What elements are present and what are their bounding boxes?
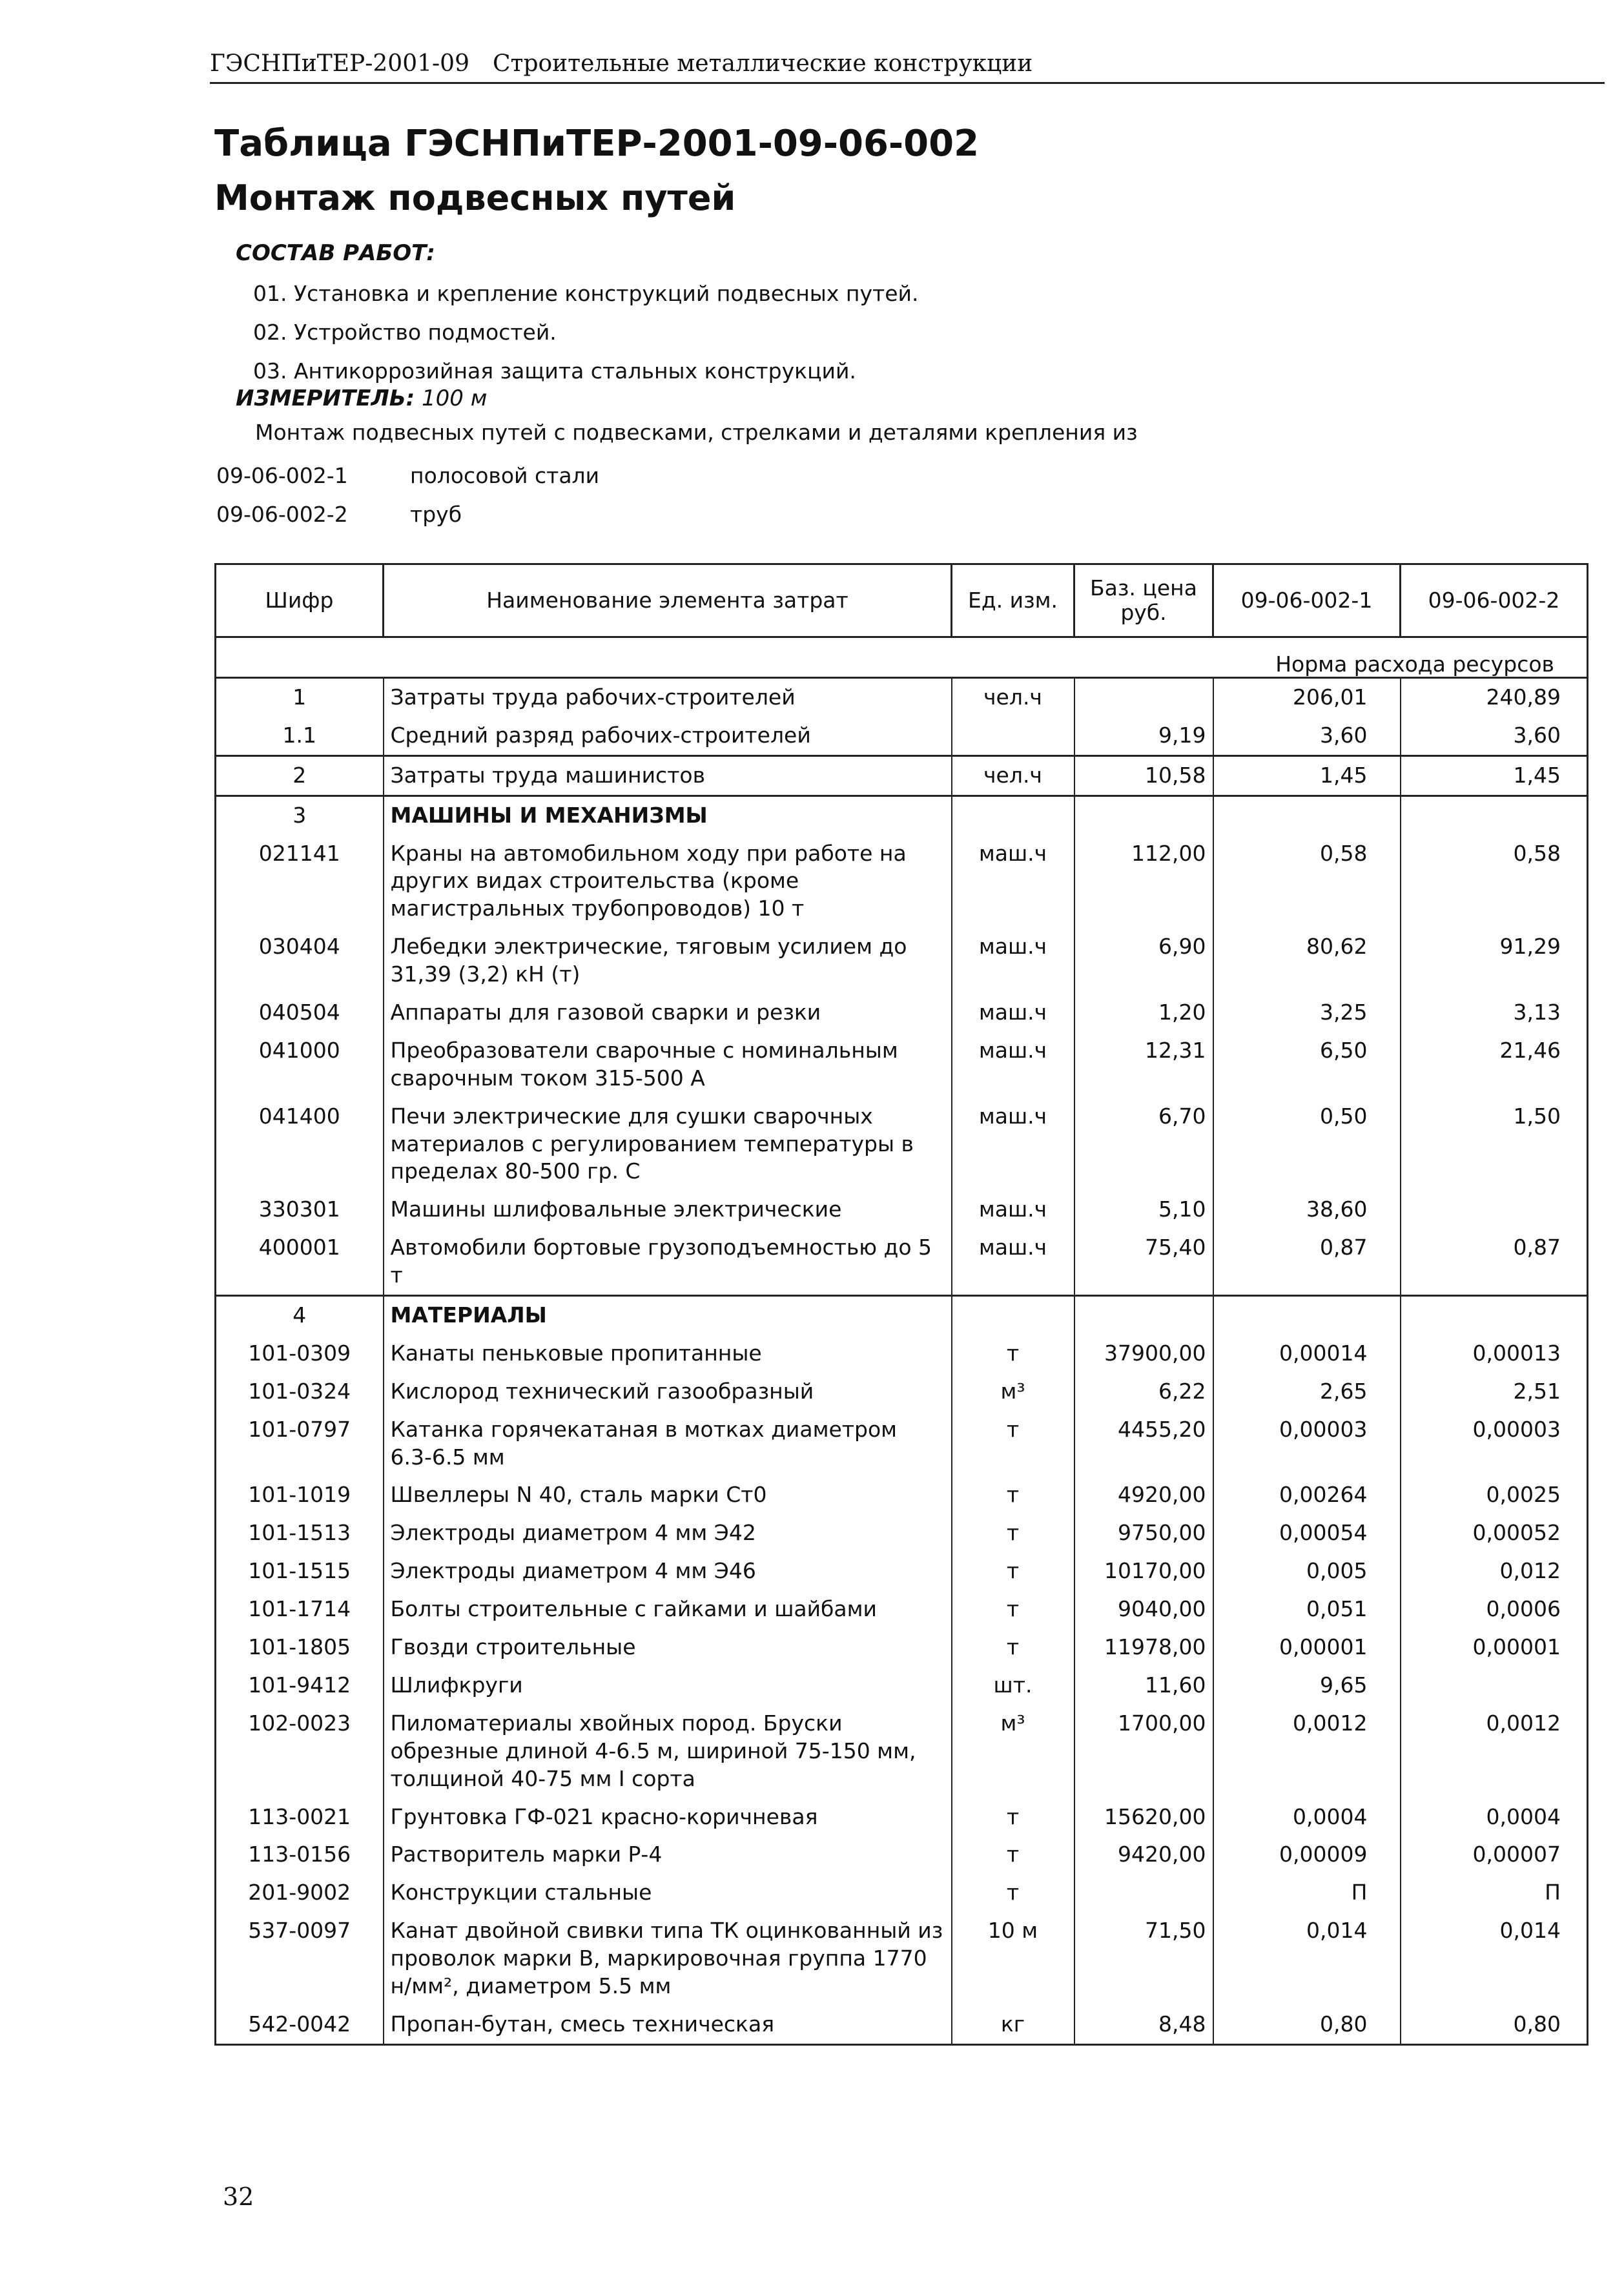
row-name: МАТЕРИАЛЫ [384,1296,952,1335]
row-value-2: 0,00001 [1401,1628,1588,1667]
row-unit: т [952,1514,1074,1552]
row-price: 5,10 [1074,1191,1213,1229]
row-value-1: 0,00014 [1213,1335,1401,1373]
row-name: Конструкции стальные [384,1874,952,1912]
row-code: 030404 [216,928,384,994]
table-row [216,1098,1588,1191]
row-unit: т [952,1836,1074,1874]
row-value-1: 6,50 [1213,1032,1401,1098]
row-value-1 [1213,1296,1401,1335]
row-code: 101-9412 [216,1667,384,1705]
row-price: 112,00 [1074,835,1213,929]
row-code: 101-1513 [216,1514,384,1552]
row-name: Печи электрические для сушки сварочных материалов с регулированием температуры в пределах 80-500 гр. С [384,1098,952,1191]
row-value-1: 2,65 [1213,1373,1401,1411]
header-cipher: Шифр [216,564,384,637]
row-price: 9,19 [1074,717,1213,755]
row-unit: м³ [952,1705,1074,1798]
row-value-2: П [1401,1874,1588,1912]
row-name: Кислород технический газообразный [384,1373,952,1411]
table-body [216,678,1588,2045]
row-price: 4920,00 [1074,1476,1213,1514]
row-value-1: 0,00003 [1213,1411,1401,1477]
row-name: Болты строительные с гайками и шайбами [384,1590,952,1628]
row-price: 11978,00 [1074,1628,1213,1667]
row-unit: т [952,1628,1074,1667]
header-name: Наименование элемента затрат [384,564,952,637]
norm-header-row [216,637,1588,678]
row-value-1: 9,65 [1213,1667,1401,1705]
table-row [216,1476,1588,1514]
row-name: Аппараты для газовой сварки и резки [384,994,952,1032]
row-unit: маш.ч [952,1032,1074,1098]
row-code: 021141 [216,835,384,929]
row-name: Катанка горячекатаная в мотках диаметром 6.3-6.5 мм [384,1411,952,1477]
row-name: Машины шлифовальные электрические [384,1191,952,1229]
table-row [216,1411,1588,1477]
row-unit: чел.ч [952,755,1074,796]
header-price [1074,564,1213,637]
row-value-1: 38,60 [1213,1191,1401,1229]
row-value-1: 0,50 [1213,1098,1401,1191]
row-unit: маш.ч [952,1191,1074,1229]
row-name: Электроды диаметром 4 мм Э46 [384,1552,952,1590]
row-value-2: 0,00003 [1401,1411,1588,1477]
table-row [216,994,1588,1032]
row-code: 1 [216,678,384,717]
header-price-line1: Баз. цена [1090,575,1197,601]
table-row [216,717,1588,755]
row-value-1: 0,0012 [1213,1705,1401,1798]
row-price: 6,90 [1074,928,1213,994]
row-value-2: 0,00052 [1401,1514,1588,1552]
row-unit: т [952,1335,1074,1373]
row-unit: т [952,1590,1074,1628]
row-code: 537-0097 [216,1912,384,2006]
row-code: 101-1515 [216,1552,384,1590]
row-code: 101-1805 [216,1628,384,1667]
table-row [216,1912,1588,2006]
row-name: Автомобили бортовые грузоподъемностью до 5 т [384,1229,952,1295]
row-unit: т [952,1411,1074,1477]
row-value-2: 3,60 [1401,717,1588,755]
row-unit: маш.ч [952,928,1074,994]
work-list [253,274,918,391]
row-price: 10,58 [1074,755,1213,796]
row-value-1: 0,00009 [1213,1836,1401,1874]
row-price: 11,60 [1074,1667,1213,1705]
row-name: Краны на автомобильном ходу при работе на других видах строительства (кроме магистральных трубопроводов) 10 т [384,835,952,929]
measure [236,385,487,411]
row-value-2: 0,014 [1401,1912,1588,2006]
variant-item [216,457,599,495]
variant-code: 09-06-002-1 [216,463,348,488]
variant-text: полосовой стали [410,463,600,488]
row-value-1: 0,80 [1213,2006,1401,2044]
table-row [216,835,1588,929]
row-value-1: 0,014 [1213,1912,1401,2006]
row-name: Пропан-бутан, смесь техническая [384,2006,952,2044]
row-name: Гвозди строительные [384,1628,952,1667]
row-price [1074,1296,1213,1335]
header-col1: 09-06-002-1 [1213,564,1401,637]
mount-description: Монтаж подвесных путей с подвесками, стрелками и деталями крепления из [255,420,1138,445]
row-price: 1700,00 [1074,1705,1213,1798]
row-code: 102-0023 [216,1705,384,1798]
row-unit: маш.ч [952,1229,1074,1295]
row-code: 330301 [216,1191,384,1229]
table-row [216,1836,1588,1874]
row-name: Лебедки электрические, тяговым усилием до 31,39 (3,2) кН (т) [384,928,952,994]
table-row [216,678,1588,717]
work-item: 01. Установка и крепление конструкций подвесных путей. [253,281,919,306]
row-value-2: 0,0004 [1401,1798,1588,1836]
variant-code: 09-06-002-2 [216,502,348,527]
variant-item [216,495,599,534]
row-name: Грунтовка ГФ-021 красно-коричневая [384,1798,952,1836]
row-unit [952,717,1074,755]
row-value-2: 0,80 [1401,2006,1588,2044]
row-value-1 [1213,796,1401,834]
table-row [216,1296,1588,1335]
row-value-1: 206,01 [1213,678,1401,717]
row-name: Электроды диаметром 4 мм Э42 [384,1514,952,1552]
row-name: Затраты труда рабочих-строителей [384,678,952,717]
row-value-2: 1,50 [1401,1098,1588,1191]
row-price: 6,70 [1074,1098,1213,1191]
variants-list [216,457,599,534]
row-code: 101-0797 [216,1411,384,1477]
row-code: 101-1019 [216,1476,384,1514]
row-price: 4455,20 [1074,1411,1213,1477]
resources-table [214,563,1588,2046]
row-name: Шлифкруги [384,1667,952,1705]
row-value-2 [1401,796,1588,834]
row-value-2: 240,89 [1401,678,1588,717]
row-price: 75,40 [1074,1229,1213,1295]
row-unit [952,796,1074,834]
row-value-1: 0,005 [1213,1552,1401,1590]
table-row [216,1705,1588,1798]
row-value-2: 2,51 [1401,1373,1588,1411]
row-unit: чел.ч [952,678,1074,717]
row-unit: маш.ч [952,994,1074,1032]
row-value-1: 0,58 [1213,835,1401,929]
row-code: 041400 [216,1098,384,1191]
row-value-2 [1401,1191,1588,1229]
work-item: 02. Устройство подмостей. [253,320,557,345]
table-row [216,1032,1588,1098]
row-value-2: 0,0012 [1401,1705,1588,1798]
table-row [216,1335,1588,1373]
sostav-label: СОСТАВ РАБОТ: [236,240,435,266]
row-price [1074,1874,1213,1912]
table-row [216,1590,1588,1628]
variant-text: труб [410,502,462,527]
row-price [1074,796,1213,834]
row-unit: т [952,1476,1074,1514]
row-code: 3 [216,796,384,834]
row-price: 12,31 [1074,1032,1213,1098]
table-header-row [216,564,1588,637]
row-code: 4 [216,1296,384,1335]
measure-label: ИЗМЕРИТЕЛЬ: [236,385,415,411]
row-value-2: 0,0006 [1401,1590,1588,1628]
row-price: 8,48 [1074,2006,1213,2044]
work-item: 03. Антикоррозийная защита стальных конструкций. [253,358,856,384]
row-price [1074,678,1213,717]
row-value-2: 0,0025 [1401,1476,1588,1514]
row-code: 101-1714 [216,1590,384,1628]
running-header [210,50,1605,84]
row-price: 10170,00 [1074,1552,1213,1590]
row-code: 040504 [216,994,384,1032]
row-unit: т [952,1552,1074,1590]
row-value-1: 0,00264 [1213,1476,1401,1514]
row-code: 101-0324 [216,1373,384,1411]
row-value-2: 1,45 [1401,755,1588,796]
row-value-1: 0,0004 [1213,1798,1401,1836]
norm-header: Норма расхода ресурсов [216,637,1588,678]
row-value-2: 0,58 [1401,835,1588,929]
row-value-1: 3,60 [1213,717,1401,755]
row-name: Швеллеры N 40, сталь марки Ст0 [384,1476,952,1514]
row-value-1: 3,25 [1213,994,1401,1032]
header-unit: Ед. изм. [952,564,1074,637]
row-code: 400001 [216,1229,384,1295]
row-name: Затраты труда машинистов [384,755,952,796]
row-code: 542-0042 [216,2006,384,2044]
row-value-2: 3,13 [1401,994,1588,1032]
row-price: 9750,00 [1074,1514,1213,1552]
table-row [216,755,1588,796]
table-title: Таблица ГЭСНПиТЕР-2001-09-06-002 [214,123,980,165]
row-unit: шт. [952,1667,1074,1705]
table-row [216,1552,1588,1590]
row-name: Канаты пеньковые пропитанные [384,1335,952,1373]
row-unit: т [952,1798,1074,1836]
row-price: 37900,00 [1074,1335,1213,1373]
row-code: 2 [216,755,384,796]
row-value-1: 0,00054 [1213,1514,1401,1552]
row-unit [952,1296,1074,1335]
row-name: Канат двойной свивки типа ТК оцинкованный из проволок марки В, маркировочная группа 1770 н/мм², диаметром 5.5 мм [384,1912,952,2006]
row-value-1: 0,87 [1213,1229,1401,1295]
row-price: 71,50 [1074,1912,1213,2006]
table-row [216,1229,1588,1295]
header-price-line2: руб. [1120,600,1167,625]
row-unit: маш.ч [952,835,1074,929]
section-title: Монтаж подвесных путей [214,178,736,218]
table-row [216,796,1588,834]
row-price: 15620,00 [1074,1798,1213,1836]
row-value-2: 0,00007 [1401,1836,1588,1874]
row-value-2 [1401,1667,1588,1705]
row-name: Растворитель марки Р-4 [384,1836,952,1874]
table-row [216,1798,1588,1836]
row-name: Пиломатериалы хвойных пород. Бруски обрезные длиной 4-6.5 м, шириной 75-150 мм, толщиной 40-75 мм I сорта [384,1705,952,1798]
row-value-1: П [1213,1874,1401,1912]
measure-value: 100 м [422,385,488,411]
row-price: 6,22 [1074,1373,1213,1411]
row-code: 041000 [216,1032,384,1098]
page-number: 32 [223,2182,254,2211]
row-code: 113-0156 [216,1836,384,1874]
row-name: МАШИНЫ И МЕХАНИЗМЫ [384,796,952,834]
running-header-code: ГЭСНПиТЕР-2001-09 [210,50,469,77]
table-row [216,1874,1588,1912]
table-row [216,1373,1588,1411]
table-row [216,1191,1588,1229]
table-row [216,1628,1588,1667]
row-price: 9420,00 [1074,1836,1213,1874]
row-value-1: 1,45 [1213,755,1401,796]
row-value-1: 80,62 [1213,928,1401,994]
table-row [216,1667,1588,1705]
row-name: Средний разряд рабочих-строителей [384,717,952,755]
row-value-2: 0,00013 [1401,1335,1588,1373]
row-value-2 [1401,1296,1588,1335]
row-unit: т [952,1874,1074,1912]
row-price: 1,20 [1074,994,1213,1032]
row-value-2: 21,46 [1401,1032,1588,1098]
row-value-1: 0,00001 [1213,1628,1401,1667]
row-value-2: 91,29 [1401,928,1588,994]
row-code: 1.1 [216,717,384,755]
row-name: Преобразователи сварочные с номинальным сварочным током 315-500 А [384,1032,952,1098]
table-row [216,1514,1588,1552]
row-unit: кг [952,2006,1074,2044]
row-code: 113-0021 [216,1798,384,1836]
table-row [216,2006,1588,2044]
row-code: 101-0309 [216,1335,384,1373]
row-value-1: 0,051 [1213,1590,1401,1628]
header-col2: 09-06-002-2 [1401,564,1588,637]
row-code: 201-9002 [216,1874,384,1912]
table-row [216,928,1588,994]
row-unit: маш.ч [952,1098,1074,1191]
running-header-title: Строительные металлические конструкции [492,50,1033,77]
row-unit: м³ [952,1373,1074,1411]
row-price: 9040,00 [1074,1590,1213,1628]
row-unit: 10 м [952,1912,1074,2006]
row-value-2: 0,012 [1401,1552,1588,1590]
row-value-2: 0,87 [1401,1229,1588,1295]
